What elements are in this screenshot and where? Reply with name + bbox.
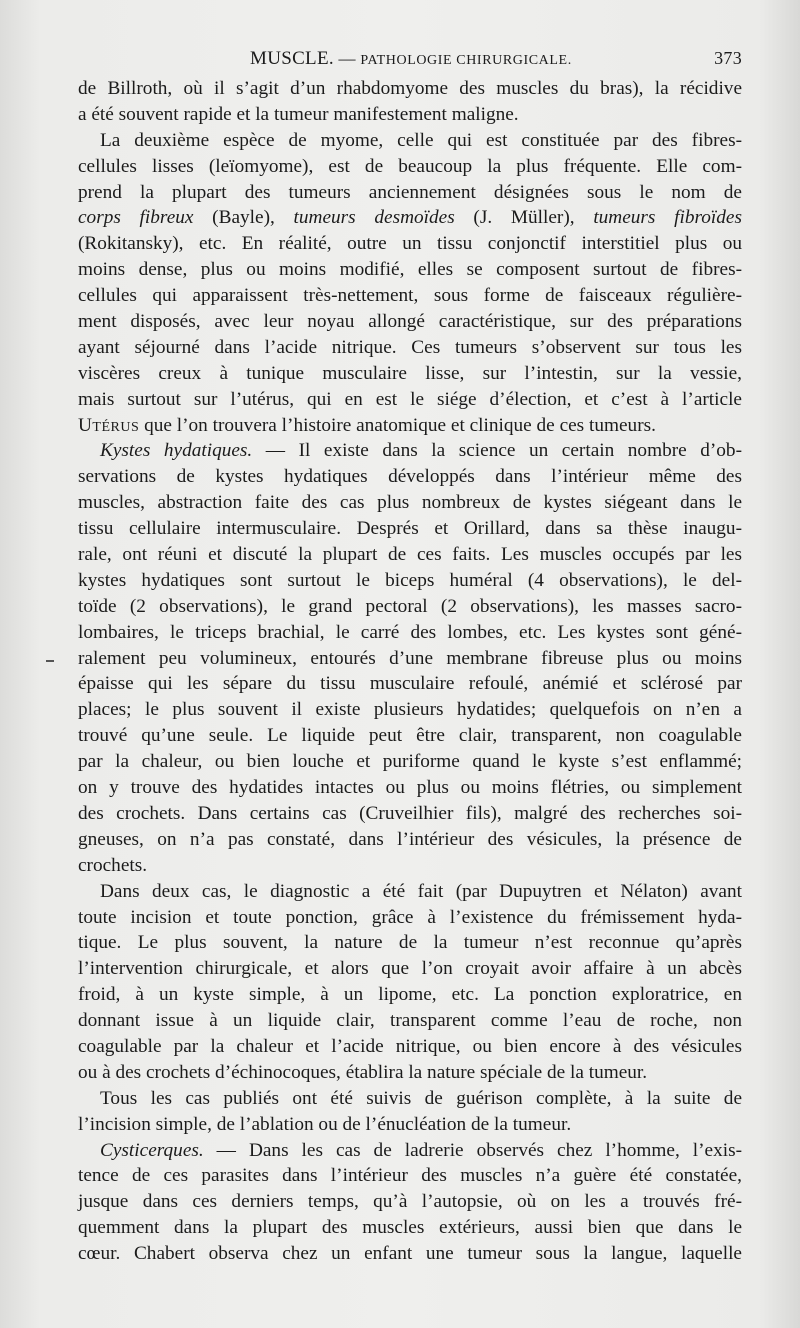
text-line: coagulable par la chaleur et l’acide nitrique, ou bien encore à des vésicules <box>78 1035 742 1057</box>
text-line: La deuxième espèce de myome, celle qui est constituée par des fibres- <box>100 129 742 151</box>
text-line: Tous les cas publiés ont été suivis de guérison complète, à la suite de <box>100 1087 742 1109</box>
text-line: Dans deux cas, le diagnostic a été fait (par Dupuytren et Nélaton) avant <box>100 880 742 902</box>
text-line: donnant issue à un liquide clair, transparent comme l’eau de roche, non <box>78 1010 742 1032</box>
text-line: quemment dans la plupart des muscles extérieurs, aussi bien que dans le <box>78 1217 742 1239</box>
text-line: l’incision simple, de l’ablation ou de l’énucléation de la tumeur. <box>78 1113 572 1135</box>
text-line: toute incision et toute ponction, grâce à l’existence du frémissement hyda- <box>78 906 742 928</box>
section-heading-line <box>78 438 742 464</box>
text-line: ayant séjourné dans l’acide nitrique. Ces tumeurs s’observent sur tous les <box>78 336 742 358</box>
italic-term: tumeurs desmoïdes <box>293 207 455 229</box>
section-heading-line <box>78 1138 742 1164</box>
text-line: froid, à un kyste simple, à un lipome, etc. La ponction exploratrice, en <box>78 984 742 1006</box>
header-title-main: MUSCLE. <box>250 48 334 69</box>
text-line: l’intervention chirurgicale, et alors que l’on croyait avoir affaire à un abcès <box>78 958 742 980</box>
text-line: cellules qui apparaissent très-nettement, sous forme de faisceaux régulière- <box>78 285 742 307</box>
text-line: cœur. Chabert observa chez un enfant une tumeur sous la langue, laquelle <box>78 1243 742 1265</box>
text-line: prend la plupart des tumeurs anciennement désignées sous le nom de <box>78 181 742 203</box>
text-line: servations de kystes hydatiques développés dans l’intérieur même des <box>78 466 742 488</box>
text-line: a été souvent rapide et la tumeur manifestement maligne. <box>78 103 519 125</box>
margin-mark <box>46 660 54 662</box>
text-line: épaisse qui les sépare du tissu musculaire refoulé, anémié et sclérosé par <box>78 673 742 695</box>
text-line: tique. Le plus souvent, la nature de la tumeur n’est reconnue qu’après <box>78 932 742 954</box>
text-line: ou à des crochets d’échinocoques, établira la nature spéciale de la tumeur. <box>78 1061 648 1083</box>
text-line: (Rokitansky), etc. En réalité, outre un tissu conjonctif interstitiel plus ou <box>78 233 742 255</box>
text-line: ment disposés, avec leur noyau allongé caractéristique, sur des préparations <box>78 311 742 333</box>
text-line: gneuses, on n’a pas constaté, dans l’intérieur des vésicules, la présence de <box>78 828 742 850</box>
text-line: cellules lisses (leïomyome), est de beaucoup la plus fréquente. Elle com- <box>78 155 742 177</box>
header-title-sub: PATHOLOGIE CHIRURGICALE. <box>360 53 572 68</box>
text-line: tence de ces parasites dans l’intérieur des muscles n’a guère été constatée, <box>78 1165 742 1187</box>
text-line: on y trouve des hydatides intactes ou plus ou moins flétries, ou simplement <box>78 777 742 799</box>
text-line: de Billroth, où il s’agit d’un rhabdomyome des muscles du bras), la récidive <box>78 78 742 99</box>
text-line: muscles, abstraction faite des cas plus nombreux de kystes siégeant dans le <box>78 492 742 514</box>
body-text <box>78 76 742 1267</box>
text-line: crochets. <box>78 854 148 876</box>
text-line: viscères creux à tunique musculaire lisse, sur l’intestin, sur la vessie, <box>78 362 742 384</box>
text-line: rale, ont réuni et discuté la plupart de ces faits. Les muscles occupés par les <box>78 544 742 566</box>
text-line: moins dense, plus ou moins modifié, elles se composent surtout de fibres- <box>78 259 742 281</box>
text-line-mixed <box>78 205 742 231</box>
text-line: ralement peu volumineux, entourés d’une membrane fibreuse plus ou moins <box>78 647 742 669</box>
text-line: places; le plus souvent il existe plusieurs hydatides; quelquefois on n’en a <box>78 699 742 721</box>
text-fragment: — Il existe dans la science un certain nombre d’ob- <box>252 440 742 462</box>
text-line: par la chaleur, ou bien louche et puriforme quand le kyste s’est enflammé; <box>78 751 742 773</box>
running-header <box>78 44 742 74</box>
text-line: mais surtout sur l’utérus, qui en est le siége d’élection, et c’est à l’article <box>78 388 742 410</box>
text-fragment: (J. Müller), <box>454 207 594 229</box>
text-line-mixed <box>78 413 742 439</box>
small-caps-term: Utérus <box>78 414 140 436</box>
italic-term: corps fibreux <box>78 207 194 229</box>
italic-term: tumeurs fibroïdes <box>593 207 742 229</box>
section-heading: Cysticerques. <box>100 1139 204 1161</box>
section-heading: Kystes hydatiques. <box>100 440 253 462</box>
text-line: jusque dans ces derniers temps, qu’à l’autopsie, où on les a trouvés fré- <box>78 1191 742 1213</box>
text-line: tissu cellulaire intermusculaire. Després et Orillard, dans sa thèse inaugu- <box>78 518 742 540</box>
text-line: des crochets. Dans certains cas (Cruveilhier fils), malgré des recherches soi- <box>78 802 742 824</box>
header-title <box>250 48 572 70</box>
text-fragment: que l’on trouvera l’histoire anatomique et clinique de ces tumeurs. <box>139 414 656 436</box>
text-line: lombaires, le triceps brachial, le carré des lombes, etc. Les kystes sont géné- <box>78 621 742 643</box>
text-line: toïde (2 observations), le grand pectoral (2 observations), les masses sacro- <box>78 595 742 617</box>
text-fragment: (Bayle), <box>193 207 294 229</box>
text-fragment: — Dans les cas de ladrerie observés chez l’homme, l’exis- <box>203 1139 742 1161</box>
text-line: kystes hydatiques sont surtout le biceps huméral (4 observations), le del- <box>78 569 742 591</box>
page-number: 373 <box>714 48 742 68</box>
header-title-dash: — <box>338 49 356 68</box>
text-line: trouvé qu’une seule. Le liquide peut être clair, transparent, non coagulable <box>78 725 742 747</box>
